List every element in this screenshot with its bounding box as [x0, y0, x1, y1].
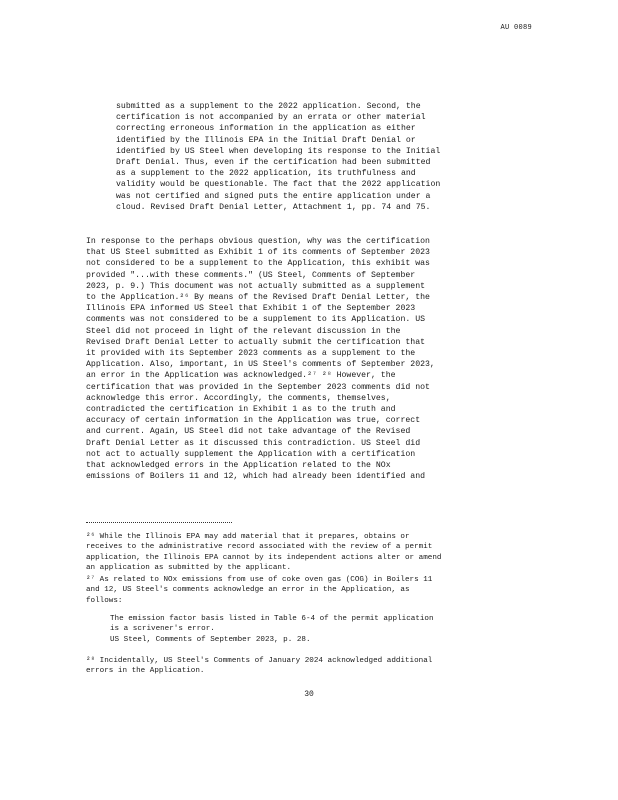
document-id: AU 0089 — [500, 24, 532, 32]
body-line: Illinois EPA informed US Steel that Exhibit 1 of the September 2023 — [86, 304, 416, 314]
body-line: contradicted the certification in Exhibit 1 as to the truth and — [86, 405, 396, 415]
body-line: to the Application.²⁶ By means of the Revised Draft Denial Letter, the — [86, 293, 430, 303]
footnote-27 — [86, 575, 526, 606]
footnote-line: errors in the Application. — [86, 667, 205, 676]
footnote-28 — [86, 656, 526, 677]
body-line: Revised Draft Denial Letter to actually submit the certification that — [86, 337, 426, 347]
quote-line: submitted as a supplement to the 2022 application. Second, the — [116, 102, 421, 111]
quote-line: Draft Denial. Thus, even if the certification had been submitted — [116, 158, 431, 168]
block-quote — [116, 101, 516, 213]
body-line: that acknowledged errors in the Application related to the NOx — [86, 461, 391, 471]
body-line: and current. Again, US Steel did not take advantage of the Revised — [86, 427, 411, 437]
body-line: acknowledge this error. Accordingly, the comments, themselves, — [86, 393, 391, 403]
footnote-quote-line: is a scrivener's error. — [110, 625, 215, 634]
body-line: certification that was provided in the September 2023 comments did not — [86, 382, 430, 392]
body-line: not considered to be a supplement to the Application, this exhibit was — [86, 259, 430, 269]
quote-line: validity would be questionable. The fact that the 2022 application — [116, 180, 441, 190]
body-line: emissions of Boilers 11 and 12, which had already been identified and — [86, 472, 426, 482]
footnote-separator — [86, 522, 232, 523]
quote-line: as a supplement to the 2022 application, its truthfulness and — [116, 169, 416, 179]
footnote-line: application, the Illinois EPA cannot by its independent actions alter or amend — [86, 553, 442, 562]
quote-line: identified by the Illinois EPA in the Initial Draft Denial or — [116, 135, 416, 145]
body-line: that US Steel submitted as Exhibit 1 of its comments of September 2023 — [86, 248, 430, 258]
body-line: it provided with its September 2023 comments as a supplement to the — [86, 349, 416, 359]
body-line: not act to actually supplement the Application with a certification — [86, 449, 416, 459]
body-line: provided "...with these comments." (US Steel, Comments of September — [86, 270, 416, 280]
footnote-line: receives to the administrative record associated with the review of a permit — [86, 543, 433, 552]
footnote-line: and 12, US Steel's comments acknowledge an error in the Application, as — [86, 586, 410, 595]
body-line: accuracy of certain information in the Application was true, correct — [86, 416, 421, 426]
body-line: Draft Denial Letter as it discussed this contradiction. US Steel did — [86, 438, 421, 448]
footnote-line: ²⁶ While the Illinois EPA may add material that it prepares, obtains or — [86, 533, 410, 541]
footnote-26 — [86, 532, 526, 574]
body-line: Steel did not proceed in light of the relevant discussion in the — [86, 326, 401, 336]
body-line: Application. Also, important, in US Steel's comments of September 2023, — [86, 360, 435, 370]
quote-line: cloud. Revised Draft Denial Letter, Attachment 1, pp. 74 and 75. — [116, 202, 431, 212]
page-number: 30 — [304, 690, 314, 699]
footnote-line: an application as submitted by the applicant. — [86, 564, 292, 573]
footnote-line: ²⁷ As related to NOx emissions from use of coke oven gas (COG) in Boilers 11 — [86, 576, 433, 584]
footnote-line: ²⁸ Incidentally, US Steel's Comments of January 2024 acknowledged additional — [86, 657, 433, 665]
quote-line: correcting erroneous information in the application as either — [116, 124, 416, 134]
quote-line: identified by US Steel when developing its response to the Initial — [116, 146, 441, 156]
body-line: In response to the perhaps obvious question, why was the certification — [86, 237, 430, 246]
footnote-27-quote — [110, 614, 510, 645]
body-line: comments was not considered to be a supplement to its Application. US — [86, 315, 426, 325]
body-line: an error in the Application was acknowledged.²⁷ ²⁸ However, the — [86, 371, 396, 381]
quote-line: was not certified and signed puts the entire application under a — [116, 191, 431, 201]
footnote-line: follows: — [86, 596, 123, 605]
quote-line: certification is not accompanied by an errata or other material — [116, 113, 426, 123]
footnote-quote-line: US Steel, Comments of September 2023, p. 28. — [110, 635, 311, 644]
body-line: 2023, p. 9.) This document was not actually submitted as a supplement — [86, 281, 426, 291]
body-paragraph — [86, 236, 526, 482]
footnote-quote-line: The emission factor basis listed in Table 6-4 of the permit application — [110, 615, 434, 623]
